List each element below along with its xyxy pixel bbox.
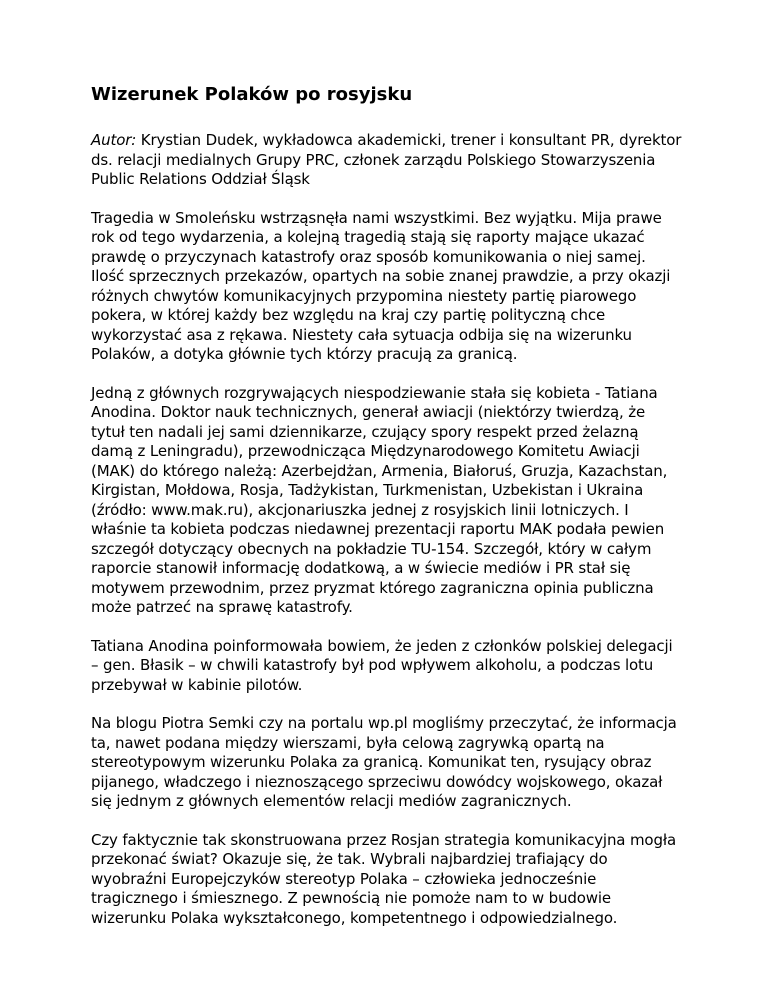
paragraph-4: Na blogu Piotra Semki czy na portalu wp.pl mogliśmy przeczytać, że informacja ta, nawet podana między wierszami, była celową zagrywką opartą na stereotypowym wizerunku Polaka za granicą. Komunikat ten, rysujący obraz pijanego, władczego i nieznoszącego sprzeciwu dowódcy wojskowego, okazał się jednym z głównych elementów relacji mediów zagranicznych. <box>91 714 677 810</box>
author-text: Krystian Dudek, wykładowca akademicki, trener i konsultant PR, dyrektor ds. relacji medialnych Grupy PRC, członek zarządu Polskiego Stowarzyszenia Public Relations Oddział Śląsk <box>91 131 682 188</box>
paragraph-2: Jedną z głównych rozgrywających niespodziewanie stała się kobieta - Tatiana Anodina. Doktor nauk technicznych, generał awiacji (niektórzy twierdzą, że tytuł ten nadali jej sami dziennikarze, czujący spory respekt przed żelazną damą z Leningradu), przewodnicząca Międzynarodowego Komitetu Awiacji (MAK) do którego należą: Azerbejdżan, Armenia, Białoruś, Gruzja, Kazachstan, Kirgistan, Mołdowa, Rosja, Tadżykistan, Turkmenistan, Uzbekistan i Ukraina (źródło: www.mak.ru), akcjonariuszka jednej z rosyjskich linii lotniczych. I właśnie ta kobieta podczas niedawnej prezentacji raportu MAK podała pewien szczegół dotyczący obecnych na pokładzie TU-154. Szczegół, który w całym raporcie stanowił informację dodatkową, a w świecie mediów i PR stał się motywem przewodnim, przez pryzmat którego zagraniczna opinia publiczna może patrzeć na sprawę katastrofy. <box>91 383 668 616</box>
author-label: Autor: <box>91 131 137 149</box>
paragraph-3: Tatiana Anodina poinformowała bowiem, że jeden z członków polskiej delegacji – gen. Błasik – w chwili katastrofy był pod wpływem alkoholu, a podczas lotu przebywał w kabinie pilotów. <box>91 636 673 694</box>
author-paragraph <box>91 131 683 190</box>
paragraph-5: Czy faktycznie tak skonstruowana przez Rosjan strategia komunikacyjna mogła przekonać świat? Okazuje się, że tak. Wybrali najbardziej trafiający do wyobraźni Europejczyków stereotyp Polaka – człowieka jednocześnie tragicznego i śmiesznego. Z pewnością nie pomoże nam to w budowie wizerunku Polaka wykształconego, kompetentnego i odpowiedzialnego. <box>91 830 676 927</box>
document-page <box>91 83 683 947</box>
paragraph-1: Tragedia w Smoleńsku wstrząsnęła nami wszystkimi. Bez wyjątku. Mija prawe rok od tego wydarzenia, a kolejną tragedią stają się raporty mające ukazać prawdę o przyczynach katastrofy oraz sposób komunikowania o niej samej. Ilość sprzecznych przekazów, opartych na sobie znanej prawdzie, a przy okazji różnych chwytów komunikacyjnych przypomina niestety partię piarowego pokera, w której każdy bez względu na kraj czy partię polityczną chce wykorzystać asa z rękawa. Niestety cała sytuacja odbija się na wizerunku Polaków, a dotyka głównie tych którzy pracują za granicą. <box>91 208 671 363</box>
document-title: Wizerunek Polaków po rosyjsku <box>91 84 413 105</box>
